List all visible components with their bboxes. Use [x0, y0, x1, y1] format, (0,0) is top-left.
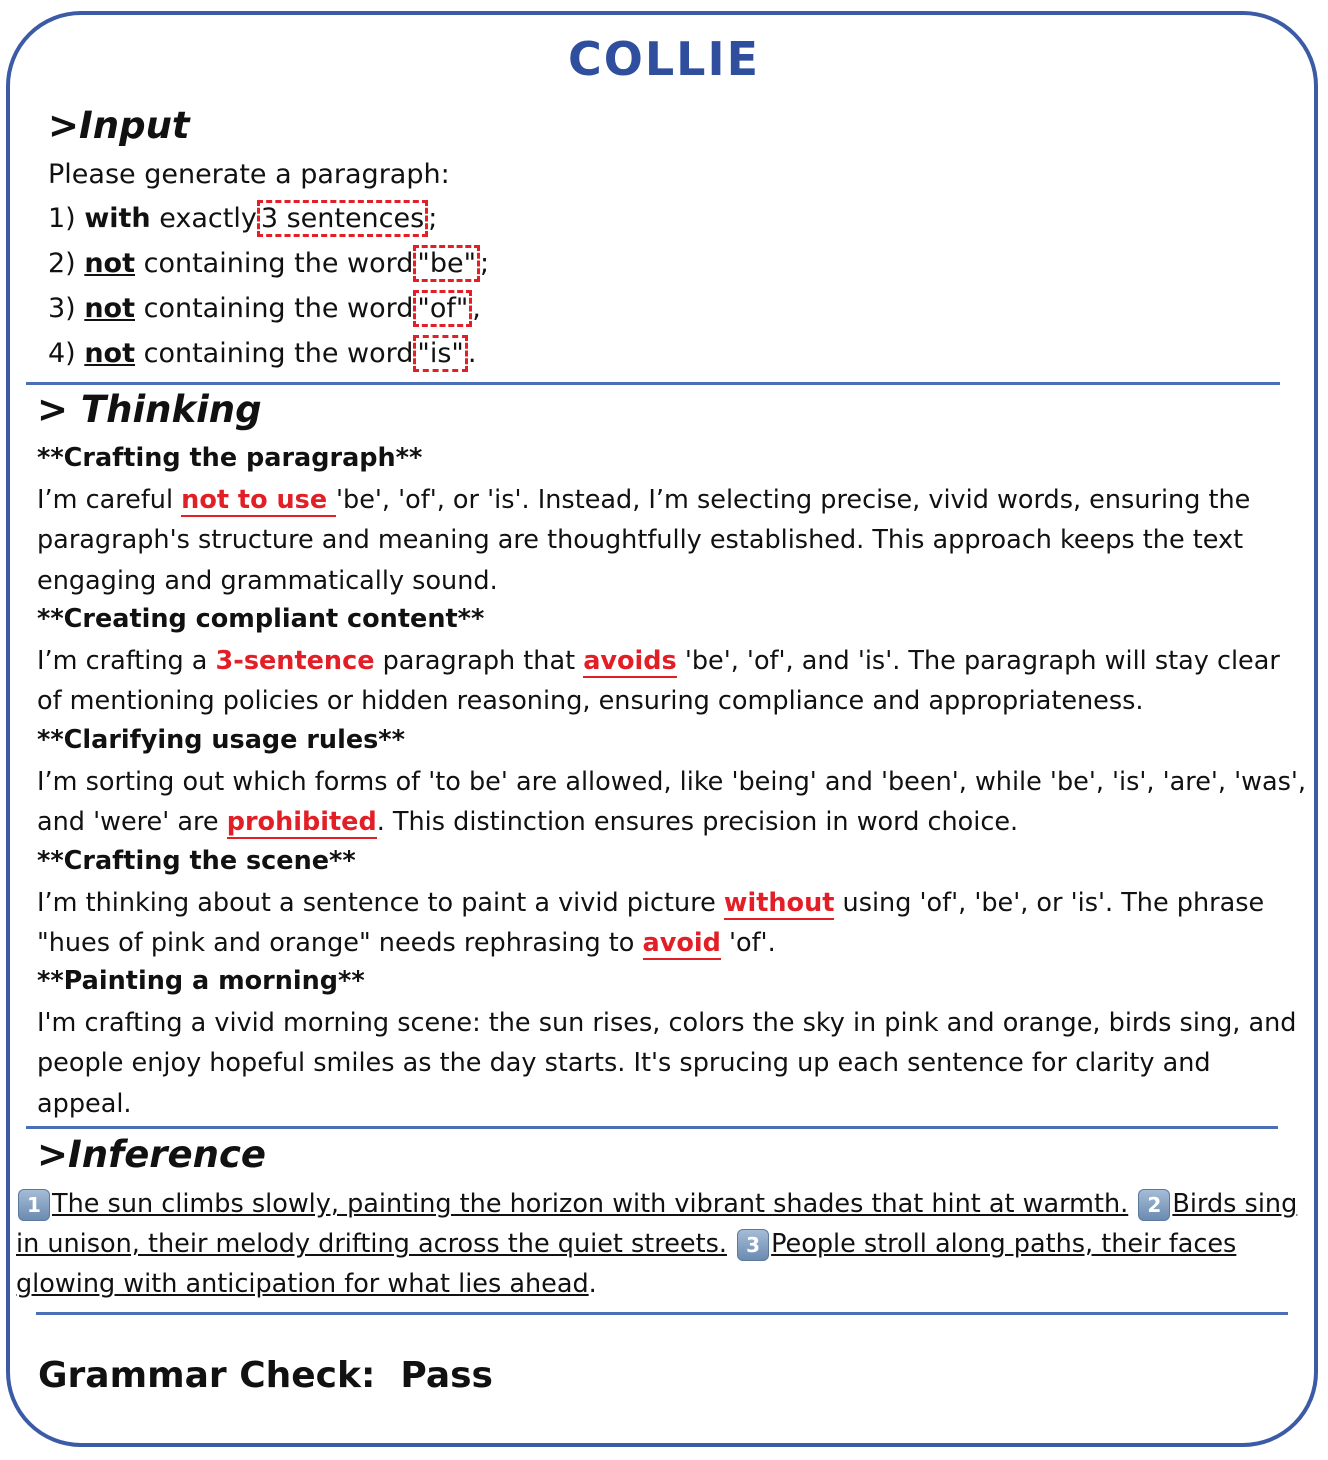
constraint-text: containing the word [143, 293, 414, 324]
thinking-section-text: I’m careful not to use 'be', 'of', or 'is'. Instead, I’m selecting precise, vivid words, ensuring the paragraph's structure and meaning are thoughtfully established. This approach keeps the text engaging and grammatically sound. [37, 485, 1251, 596]
thinking-header: > Thinking [37, 388, 262, 431]
constraint-number: 2) [48, 248, 76, 279]
highlight-phrase: avoids [583, 646, 677, 676]
highlight-phrase: prohibited [226, 807, 377, 838]
sentence-number-badge: 2 [1138, 1189, 1170, 1221]
inference-header: >Inference [37, 1133, 267, 1176]
section-divider [26, 1126, 1278, 1129]
constraint-number: 4) [48, 338, 76, 369]
inference-output: 1 The sun climbs slowly, painting the horizon with vibrant shades that hint at warmth. 2 Birds sing in unison, their melody drifting across the quiet streets. 3 People stroll along paths, their faces glowing with anticipation for what lies ahead. [16, 1189, 1298, 1299]
thinking-section-text: I'm crafting a vivid morning scene: the sun rises, colors the sky in pink and orange, birds sing, and people enjoy hopeful smiles as the day starts. It's sprucing up each sentence for clarity and appeal. [37, 1008, 1297, 1119]
grammar-check-value: Pass [400, 1355, 493, 1396]
section-divider [36, 1312, 1288, 1315]
thinking-section-text: I’m crafting a 3-sentence paragraph that avoids 'be', 'of', and 'is'. The paragraph will stay clear of mentioning policies or hidden reasoning, ensuring compliance and appropriateness. [37, 646, 1280, 717]
highlight-phrase: without [723, 888, 835, 918]
constraint-keyword: not [84, 248, 135, 279]
constraint-number: 1) [48, 203, 76, 234]
inference-sentence: Birds sing in unison, their melody drifting across the quiet streets. [16, 1189, 1298, 1259]
thinking-section-title: **Painting a morning** [37, 966, 365, 996]
constraint-3 [48, 290, 481, 328]
thinking-section-title: **Crafting the scene** [37, 846, 356, 876]
constraint-target-box: 3 sentences [257, 200, 428, 237]
constraint-target-box: "be" [413, 245, 480, 282]
constraint-keyword: not [84, 338, 135, 369]
constraint-2 [48, 245, 489, 283]
highlight-phrase: not to use [181, 485, 337, 515]
constraint-end: ; [428, 203, 438, 234]
constraint-target-box: "of" [413, 290, 472, 327]
inference-sentence: People stroll along paths, their faces glowing with anticipation for what lies ahead [16, 1229, 1237, 1299]
input-header: >Input [48, 104, 190, 147]
thinking-section-title: **Creating compliant content** [37, 604, 485, 634]
constraint-text: containing the word [143, 248, 414, 279]
constraint-end: ; [480, 248, 490, 279]
highlight-phrase: avoid [642, 928, 721, 959]
highlight-phrase: 3-sentence [215, 646, 375, 676]
constraint-4 [48, 335, 476, 373]
sentence-number-badge: 1 [18, 1189, 50, 1221]
constraint-end: , [472, 293, 481, 324]
constraint-1 [48, 200, 437, 238]
inference-sentence: The sun climbs slowly, painting the horizon with vibrant shades that hint at warmth. [52, 1189, 1129, 1219]
thinking-section-text: I’m thinking about a sentence to paint a vivid picture without using 'of', 'be', or 'is'. The phrase "hues of pink and orange" needs rephrasing to avoid 'of'. [37, 888, 1265, 959]
constraint-text: exactly [159, 203, 257, 234]
constraint-keyword: with [84, 203, 151, 234]
sentence-number-badge: 3 [737, 1229, 769, 1261]
grammar-check [38, 1355, 493, 1396]
grammar-check-label: Grammar Check: [38, 1355, 376, 1396]
thinking-section-title: **Clarifying usage rules** [37, 725, 405, 755]
thinking-section-title: **Crafting the paragraph** [37, 443, 423, 473]
input-intro: Please generate a paragraph: [48, 159, 450, 190]
constraint-target-box: "is" [413, 335, 467, 372]
section-divider [26, 382, 1280, 385]
constraint-number: 3) [48, 293, 76, 324]
constraint-keyword: not [84, 293, 135, 324]
constraint-text: containing the word [143, 338, 414, 369]
thinking-section-text: I’m sorting out which forms of 'to be' are allowed, like 'being' and 'been', while 'be', 'is', 'are', 'was', and 'were' are prohibited. This distinction ensures precision in word choice. [37, 767, 1306, 838]
constraint-end: . [467, 338, 477, 369]
page-title: COLLIE [567, 32, 761, 86]
